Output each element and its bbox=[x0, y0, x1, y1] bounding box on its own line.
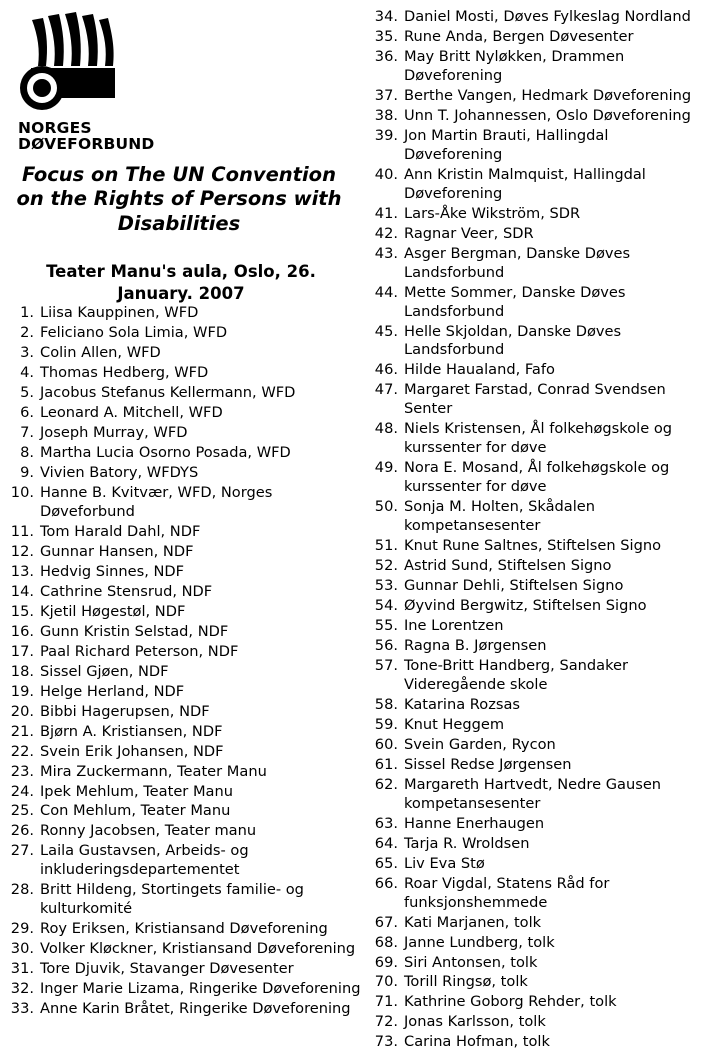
list-item-number: 32. bbox=[10, 980, 34, 998]
list-item bbox=[372, 127, 708, 165]
list-item-number: 67. bbox=[374, 913, 398, 931]
list-item bbox=[372, 875, 708, 913]
list-item-name: Helge Herland, NDF bbox=[40, 682, 185, 700]
list-item-name: Lars-Åke Wikström, SDR bbox=[404, 204, 581, 222]
list-item bbox=[372, 577, 708, 596]
list-item-name: Tom Harald Dahl, NDF bbox=[40, 522, 201, 540]
list-item-name: Britt Hildeng, Stortingets familie- og kulturkomité bbox=[40, 881, 304, 918]
list-item-name: Hedvig Sinnes, NDF bbox=[40, 562, 185, 580]
list-item-number: 35. bbox=[374, 27, 398, 45]
list-item-number: 28. bbox=[10, 881, 34, 899]
list-item-name: Thomas Hedberg, WFD bbox=[40, 364, 209, 382]
list-item-name: Øyvind Bergwitz, Stiftelsen Signo bbox=[404, 597, 647, 615]
list-item-number: 38. bbox=[374, 106, 398, 124]
list-item-number: 15. bbox=[10, 602, 34, 620]
list-item-name: Unn T. Johannessen, Oslo Døveforening bbox=[404, 106, 691, 124]
list-item-name: Kjetil Høgestøl, NDF bbox=[40, 602, 186, 620]
list-item-number: 14. bbox=[10, 582, 34, 600]
list-item-number: 62. bbox=[374, 775, 398, 793]
list-item bbox=[372, 48, 708, 86]
list-item bbox=[10, 623, 362, 642]
list-item-number: 29. bbox=[10, 920, 34, 938]
list-item-name: Torill Ringsø, tolk bbox=[404, 973, 528, 991]
list-item-number: 71. bbox=[374, 993, 398, 1011]
list-item-name: Paal Richard Peterson, NDF bbox=[40, 642, 239, 660]
list-item-number: 60. bbox=[374, 735, 398, 753]
list-item bbox=[10, 464, 362, 483]
list-item-name: Ronny Jacobsen, Teater manu bbox=[40, 822, 257, 840]
list-item-name: Hilde Haualand, Fafo bbox=[404, 361, 555, 379]
list-item bbox=[10, 723, 362, 742]
list-item bbox=[10, 304, 362, 323]
list-item-number: 70. bbox=[374, 973, 398, 991]
list-item bbox=[372, 381, 708, 419]
list-item bbox=[10, 683, 362, 702]
list-item-number: 40. bbox=[374, 165, 398, 183]
list-item-name: Berthe Vangen, Hedmark Døveforening bbox=[404, 86, 692, 104]
list-item bbox=[10, 543, 362, 562]
organization-name-line1: NORGES bbox=[18, 119, 92, 137]
list-item bbox=[372, 855, 708, 874]
list-item-name: Mira Zuckermann, Teater Manu bbox=[40, 762, 267, 780]
list-item-number: 22. bbox=[10, 742, 34, 760]
list-item-name: Margareth Hartvedt, Nedre Gausen kompetansesenter bbox=[404, 775, 662, 812]
list-item-name: Kati Marjanen, tolk bbox=[404, 913, 542, 931]
list-item-name: Daniel Mosti, Døves Fylkeslag Nordland bbox=[404, 8, 691, 25]
list-item bbox=[372, 107, 708, 126]
list-item bbox=[10, 424, 362, 443]
list-item-number: 25. bbox=[10, 802, 34, 820]
list-item-name: Knut Rune Saltnes, Stiftelsen Signo bbox=[404, 537, 662, 555]
list-item-name: Niels Kristensen, Ål folkehøgskole og kurssenter for døve bbox=[404, 420, 673, 457]
list-item bbox=[372, 993, 708, 1012]
list-item bbox=[372, 696, 708, 715]
list-item bbox=[372, 597, 708, 616]
list-item bbox=[10, 583, 362, 602]
list-item-name: Sissel Gjøen, NDF bbox=[40, 662, 169, 680]
list-item-number: 4. bbox=[20, 364, 34, 382]
list-item-name: Siri Antonsen, tolk bbox=[404, 953, 538, 971]
list-item-number: 33. bbox=[10, 1000, 34, 1018]
list-item-number: 65. bbox=[374, 854, 398, 872]
two-column-layout bbox=[10, 8, 699, 1053]
left-column bbox=[10, 8, 368, 1020]
list-item-name: Ine Lorentzen bbox=[404, 617, 504, 635]
list-item-number: 12. bbox=[10, 542, 34, 560]
list-item-name: Martha Lucia Osorno Posada, WFD bbox=[40, 444, 291, 462]
list-item bbox=[10, 523, 362, 542]
list-item-number: 1. bbox=[20, 304, 34, 322]
organization-logo-block bbox=[18, 10, 198, 153]
list-item-number: 56. bbox=[374, 637, 398, 654]
page-title: Focus on The UN Convention on the Rights of Persons with Disabilities bbox=[16, 162, 342, 236]
list-item-number: 37. bbox=[374, 86, 398, 104]
list-item-number: 50. bbox=[374, 498, 398, 516]
list-item bbox=[372, 245, 708, 283]
list-item bbox=[372, 617, 708, 636]
list-item-name: Janne Lundberg, tolk bbox=[404, 933, 555, 951]
list-item-number: 7. bbox=[20, 424, 34, 442]
list-item-name: Tore Djuvik, Stavanger Døvesenter bbox=[40, 960, 294, 978]
list-item-number: 13. bbox=[10, 562, 34, 580]
list-item bbox=[372, 1033, 708, 1052]
list-item-name: Asger Bergman, Danske Døves Landsforbund bbox=[404, 244, 631, 281]
participants-list-left bbox=[10, 304, 362, 1019]
list-item-name: Ragna B. Jørgensen bbox=[404, 637, 547, 654]
list-item-number: 69. bbox=[374, 953, 398, 971]
list-item-number: 68. bbox=[374, 933, 398, 951]
list-item-number: 41. bbox=[374, 204, 398, 222]
list-item bbox=[10, 1000, 362, 1019]
list-item-name: Bibbi Hagerupsen, NDF bbox=[40, 702, 210, 720]
list-item-number: 19. bbox=[10, 682, 34, 700]
list-item bbox=[372, 498, 708, 536]
list-item bbox=[372, 815, 708, 834]
list-item bbox=[372, 8, 708, 27]
list-item-number: 59. bbox=[374, 715, 398, 733]
list-item bbox=[372, 361, 708, 380]
list-item-name: Colin Allen, WFD bbox=[40, 344, 161, 362]
list-item bbox=[372, 973, 708, 992]
list-item-number: 54. bbox=[374, 597, 398, 615]
list-item-number: 49. bbox=[374, 459, 398, 477]
list-item-name: Ipek Mehlum, Teater Manu bbox=[40, 782, 233, 800]
list-item-name: Tarja R. Wroldsen bbox=[404, 834, 530, 852]
list-item-name: Svein Garden, Rycon bbox=[404, 735, 556, 753]
list-item-number: 9. bbox=[20, 464, 34, 482]
list-item-name: Mette Sommer, Danske Døves Landsforbund bbox=[404, 283, 626, 320]
list-item bbox=[372, 205, 708, 224]
list-item bbox=[10, 980, 362, 999]
organization-name bbox=[18, 120, 198, 153]
list-item bbox=[372, 28, 708, 47]
list-item bbox=[372, 323, 708, 361]
list-item-name: Margaret Farstad, Conrad Svendsen Senter bbox=[404, 381, 666, 418]
list-item-name: Jon Martin Brauti, Hallingdal Døveforening bbox=[404, 126, 609, 163]
list-item-number: 61. bbox=[374, 755, 398, 773]
list-item-number: 34. bbox=[374, 8, 398, 25]
list-item-name: Gunnar Dehli, Stiftelsen Signo bbox=[404, 577, 624, 595]
list-item-name: Joseph Murray, WFD bbox=[40, 424, 188, 442]
list-item-number: 51. bbox=[374, 537, 398, 555]
list-item bbox=[372, 284, 708, 322]
list-item bbox=[10, 842, 362, 880]
list-item-name: Ann Kristin Malmquist, Hallingdal Døveforening bbox=[404, 165, 646, 202]
list-item-number: 23. bbox=[10, 762, 34, 780]
list-item bbox=[10, 783, 362, 802]
list-item-name: Astrid Sund, Stiftelsen Signo bbox=[404, 557, 612, 575]
list-item bbox=[372, 420, 708, 458]
list-item bbox=[10, 802, 362, 821]
list-item-number: 31. bbox=[10, 960, 34, 978]
list-item-number: 11. bbox=[10, 522, 34, 540]
list-item bbox=[372, 954, 708, 973]
list-item-number: 63. bbox=[374, 814, 398, 832]
list-item-name: Kathrine Goborg Rehder, tolk bbox=[404, 993, 617, 1011]
list-item-number: 45. bbox=[374, 322, 398, 340]
list-item bbox=[10, 563, 362, 582]
list-item-name: Liv Eva Stø bbox=[404, 854, 485, 872]
list-item bbox=[372, 776, 708, 814]
list-item-number: 36. bbox=[374, 47, 398, 65]
list-item-number: 58. bbox=[374, 695, 398, 713]
list-item-name: Anne Karin Bråtet, Ringerike Døveforening bbox=[40, 1000, 351, 1018]
list-item-name: Cathrine Stensrud, NDF bbox=[40, 582, 213, 600]
list-item bbox=[10, 881, 362, 919]
list-item-name: Jacobus Stefanus Kellermann, WFD bbox=[40, 384, 296, 402]
list-item bbox=[10, 822, 362, 841]
list-item-number: 43. bbox=[374, 244, 398, 262]
list-item-number: 55. bbox=[374, 617, 398, 635]
list-item-name: Hanne B. Kvitvær, WFD, Norges Døveforbund bbox=[40, 483, 273, 520]
list-item-number: 6. bbox=[20, 404, 34, 422]
list-item bbox=[372, 557, 708, 576]
list-item bbox=[10, 920, 362, 939]
list-item-name: Tone-Britt Handberg, Sandaker Videregående skole bbox=[404, 656, 629, 693]
list-item-name: Volker Kløckner, Kristiansand Døveforening bbox=[40, 940, 356, 958]
list-item bbox=[10, 484, 362, 522]
list-item-name: Sonja M. Holten, Skådalen kompetansesenter bbox=[404, 498, 596, 535]
list-item-name: May Britt Nyløkken, Drammen Døveforening bbox=[404, 47, 625, 84]
list-item bbox=[372, 537, 708, 556]
list-item bbox=[10, 960, 362, 979]
list-item bbox=[10, 364, 362, 383]
list-item bbox=[372, 225, 708, 244]
list-item bbox=[10, 444, 362, 463]
norges-doveforbund-logo-icon bbox=[18, 10, 126, 118]
list-item bbox=[10, 743, 362, 762]
list-item-number: 30. bbox=[10, 940, 34, 958]
list-item-number: 66. bbox=[374, 874, 398, 892]
list-item bbox=[372, 914, 708, 933]
list-item-name: Nora E. Mosand, Ål folkehøgskole og kurssenter for døve bbox=[404, 459, 670, 496]
list-item-number: 53. bbox=[374, 577, 398, 595]
list-item-number: 42. bbox=[374, 224, 398, 242]
list-item-number: 24. bbox=[10, 782, 34, 800]
list-item bbox=[372, 657, 708, 695]
list-item bbox=[10, 603, 362, 622]
list-item-name: Con Mehlum, Teater Manu bbox=[40, 802, 231, 820]
organization-name-line2: DØVEFORBUND bbox=[18, 135, 155, 154]
list-item-number: 39. bbox=[374, 126, 398, 144]
list-item bbox=[372, 166, 708, 204]
list-item bbox=[372, 87, 708, 106]
list-item bbox=[372, 1013, 708, 1032]
list-item-number: 18. bbox=[10, 662, 34, 680]
list-item bbox=[10, 404, 362, 423]
list-item bbox=[372, 835, 708, 854]
list-item-number: 48. bbox=[374, 420, 398, 438]
list-item-name: Katarina Rozsas bbox=[404, 695, 521, 713]
list-item-number: 20. bbox=[10, 702, 34, 720]
right-column bbox=[368, 8, 708, 1053]
list-item-number: 64. bbox=[374, 834, 398, 852]
list-item-name: Sissel Redse Jørgensen bbox=[404, 755, 572, 773]
list-item-name: Roar Vigdal, Statens Råd for funksjonshemmede bbox=[404, 874, 610, 911]
list-item bbox=[372, 637, 708, 656]
list-item bbox=[10, 703, 362, 722]
list-item bbox=[10, 344, 362, 363]
list-item bbox=[10, 663, 362, 682]
list-item-number: 44. bbox=[374, 283, 398, 301]
list-item bbox=[10, 384, 362, 403]
list-item bbox=[10, 763, 362, 782]
list-item bbox=[372, 716, 708, 735]
list-item-name: Svein Erik Johansen, NDF bbox=[40, 742, 224, 760]
list-item-number: 5. bbox=[20, 384, 34, 402]
list-item bbox=[10, 324, 362, 343]
list-item-name: Jonas Karlsson, tolk bbox=[404, 1013, 546, 1031]
list-item-name: Ragnar Veer, SDR bbox=[404, 224, 534, 242]
list-item-name: Gunn Kristin Selstad, NDF bbox=[40, 622, 229, 640]
list-item bbox=[10, 940, 362, 959]
list-item-number: 17. bbox=[10, 642, 34, 660]
list-item-number: 3. bbox=[20, 344, 34, 362]
list-item-number: 8. bbox=[20, 444, 34, 462]
list-item-number: 27. bbox=[10, 842, 34, 860]
list-item-number: 46. bbox=[374, 361, 398, 379]
list-item-number: 2. bbox=[20, 324, 34, 342]
list-item bbox=[10, 643, 362, 662]
list-item-name: Hanne Enerhaugen bbox=[404, 814, 545, 832]
list-item-name: Vivien Batory, WFDYS bbox=[40, 464, 199, 482]
page-subtitle: Teater Manu's aula, Oslo, 26. January. 2007 bbox=[46, 262, 316, 303]
list-item-number: 73. bbox=[374, 1033, 398, 1051]
list-item-name: Carina Hofman, tolk bbox=[404, 1033, 550, 1051]
list-item-number: 21. bbox=[10, 722, 34, 740]
list-item bbox=[372, 756, 708, 775]
list-item-number: 10. bbox=[10, 483, 34, 501]
list-item bbox=[372, 934, 708, 953]
list-item-name: Roy Eriksen, Kristiansand Døveforening bbox=[40, 920, 328, 938]
list-item-name: Rune Anda, Bergen Døvesenter bbox=[404, 27, 634, 45]
list-item-name: Bjørn A. Kristiansen, NDF bbox=[40, 722, 223, 740]
list-item-number: 57. bbox=[374, 656, 398, 674]
participants-list-right bbox=[372, 8, 708, 1052]
list-item-name: Leonard A. Mitchell, WFD bbox=[40, 404, 223, 422]
list-item-name: Inger Marie Lizama, Ringerike Døveforening bbox=[40, 980, 361, 998]
list-item-number: 26. bbox=[10, 822, 34, 840]
list-item-name: Laila Gustavsen, Arbeids- og inkluderingsdepartementet bbox=[40, 842, 249, 879]
list-item-number: 72. bbox=[374, 1013, 398, 1031]
list-item-number: 16. bbox=[10, 622, 34, 640]
list-item-name: Liisa Kauppinen, WFD bbox=[40, 304, 199, 322]
list-item-name: Feliciano Sola Limia, WFD bbox=[40, 324, 228, 342]
list-item-name: Knut Heggem bbox=[404, 715, 505, 733]
list-item-number: 47. bbox=[374, 381, 398, 399]
list-item-number: 52. bbox=[374, 557, 398, 575]
list-item bbox=[372, 459, 708, 497]
list-item-name: Helle Skjoldan, Danske Døves Landsforbund bbox=[404, 322, 622, 359]
list-item-name: Gunnar Hansen, NDF bbox=[40, 542, 194, 560]
list-item bbox=[372, 736, 708, 755]
